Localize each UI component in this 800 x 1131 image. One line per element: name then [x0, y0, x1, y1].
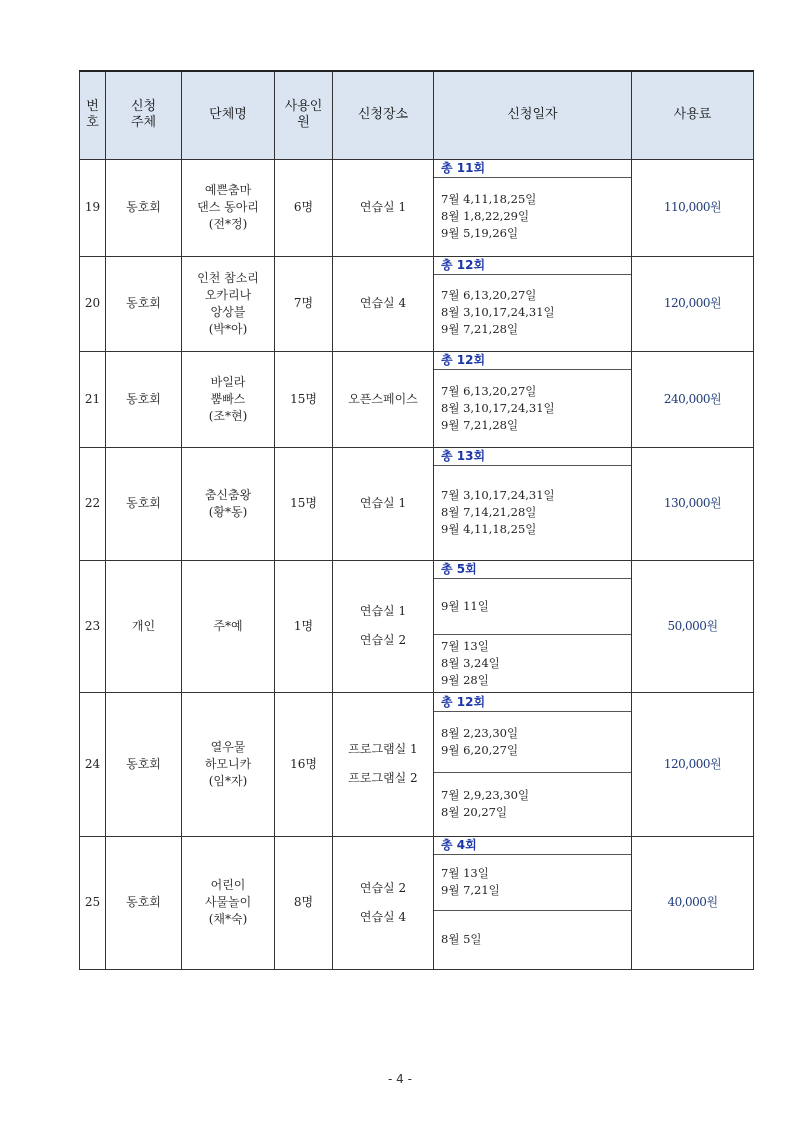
table-row — [80, 447, 754, 560]
cell-line: 7월 13일 — [441, 866, 489, 880]
cell-line: (채*숙) — [208, 912, 248, 926]
cell-line: 8월 3,24일 — [441, 655, 500, 670]
applicant-type: 동호회 — [106, 447, 182, 560]
header-type: 신청주체 — [106, 71, 182, 159]
people-count: 7명 — [275, 256, 333, 351]
application-dates — [434, 692, 632, 836]
rental-schedule-table — [79, 70, 754, 970]
dates-subtable — [434, 160, 631, 256]
cell-line: 8월 20,27일 — [441, 804, 508, 819]
application-dates — [434, 351, 632, 447]
date-group — [434, 578, 631, 634]
group-name — [182, 692, 275, 836]
people-count: 8명 — [275, 836, 333, 969]
cell-line: 9월 5,19,26일 — [441, 226, 519, 240]
venue — [333, 159, 434, 256]
row-number: 23 — [80, 560, 106, 692]
cell-line: 열우물 — [210, 739, 246, 754]
usage-fee: 240,000원 — [632, 351, 754, 447]
dates-subtable — [434, 561, 631, 692]
people-count: 6명 — [275, 159, 333, 256]
table-row — [80, 159, 754, 256]
date-group — [434, 772, 631, 835]
session-total: 총 13회 — [434, 448, 631, 466]
venue — [333, 351, 434, 447]
cell-line: (조*현) — [208, 408, 248, 423]
venue — [333, 836, 434, 969]
table-row — [80, 836, 754, 969]
group-name — [182, 560, 275, 692]
applicant-type: 동호회 — [106, 256, 182, 351]
cell-line: 7월 6,13,20,27일 — [441, 383, 537, 398]
applicant-type: 동호회 — [106, 159, 182, 256]
cell-line: 뿜빠스 — [210, 391, 246, 406]
date-group — [434, 274, 631, 351]
header-dates: 신청일자 — [434, 71, 632, 159]
table-row — [80, 351, 754, 447]
venue — [333, 447, 434, 560]
row-number: 22 — [80, 447, 106, 560]
session-total: 총 5회 — [434, 561, 631, 579]
row-number: 24 — [80, 692, 106, 836]
row-number: 25 — [80, 836, 106, 969]
venue-line: 연습실 2 — [359, 880, 407, 895]
session-total: 총 12회 — [434, 694, 631, 712]
venue-line: 연습실 1 — [359, 200, 407, 214]
date-group — [434, 711, 631, 772]
venue-line: 프로그램실 2 — [348, 771, 418, 785]
applicant-type: 동호회 — [106, 351, 182, 447]
header-row — [80, 71, 754, 159]
header-fee: 사용료 — [632, 71, 754, 159]
application-dates — [434, 256, 632, 351]
venue-line: 연습실 4 — [359, 909, 407, 924]
row-number: 20 — [80, 256, 106, 351]
cell-line: (황*동) — [208, 504, 248, 519]
applicant-type: 동호회 — [106, 692, 182, 836]
cell-line: 댄스 동아리 — [197, 200, 259, 214]
venue-line: 연습실 1 — [359, 496, 407, 510]
cell-line: (전*정) — [208, 217, 248, 231]
usage-fee: 50,000원 — [632, 560, 754, 692]
table-row — [80, 256, 754, 351]
group-name — [182, 447, 275, 560]
application-dates — [434, 560, 632, 692]
venue — [333, 256, 434, 351]
cell-line: 7월 3,10,17,24,31일 — [441, 488, 555, 502]
dates-subtable — [434, 257, 631, 351]
cell-line: 7월 2,9,23,30일 — [441, 787, 530, 802]
cell-line: 앙상블 — [210, 304, 246, 319]
cell-line: 인천 참소리 — [197, 270, 259, 285]
dates-subtable — [434, 694, 631, 835]
session-total: 총 4회 — [434, 837, 631, 855]
people-count: 16명 — [275, 692, 333, 836]
cell-line: 7월 4,11,18,25일 — [441, 192, 537, 206]
row-number: 19 — [80, 159, 106, 256]
people-count: 15명 — [275, 447, 333, 560]
cell-line: 9월 7,21,28일 — [441, 322, 519, 336]
row-number: 21 — [80, 351, 106, 447]
cell-line: 9월 11일 — [441, 598, 489, 613]
people-count: 1명 — [275, 560, 333, 692]
header-name: 단체명 — [182, 71, 275, 159]
header-num: 번호 — [80, 71, 106, 159]
date-group — [434, 910, 631, 969]
people-count: 15명 — [275, 351, 333, 447]
venue-line: 연습실 4 — [359, 296, 407, 310]
usage-fee: 40,000원 — [632, 836, 754, 969]
cell-line: 주*예 — [213, 618, 243, 633]
venue-line: 연습실 1 — [359, 604, 407, 618]
applicant-type: 동호회 — [106, 836, 182, 969]
cell-line: 8월 2,23,30일 — [441, 725, 519, 740]
cell-line: 9월 28일 — [441, 672, 489, 687]
date-group — [434, 465, 631, 560]
cell-line: (임*자) — [208, 773, 248, 788]
cell-line: 바일라 — [210, 374, 246, 389]
dates-subtable — [434, 448, 631, 560]
group-name — [182, 351, 275, 447]
table-row — [80, 692, 754, 836]
cell-line: 8월 3,10,17,24,31일 — [441, 400, 555, 415]
usage-fee: 130,000원 — [632, 447, 754, 560]
cell-line: 8월 1,8,22,29일 — [441, 209, 530, 223]
application-dates — [434, 159, 632, 256]
cell-line: 9월 6,20,27일 — [441, 742, 519, 757]
header-people: 사용인원 — [275, 71, 333, 159]
group-name — [182, 836, 275, 969]
venue — [333, 560, 434, 692]
page-number: - 4 - — [388, 1072, 412, 1086]
date-group — [434, 177, 631, 256]
table-row — [80, 560, 754, 692]
date-group — [434, 854, 631, 910]
date-group — [434, 369, 631, 447]
cell-line: 7월 6,13,20,27일 — [441, 288, 537, 302]
cell-line: 9월 4,11,18,25일 — [441, 522, 537, 536]
application-dates — [434, 836, 632, 969]
cell-line: 9월 7,21일 — [441, 883, 500, 897]
cell-line: 오카리나 — [204, 287, 252, 302]
cell-line: 하모니카 — [204, 756, 252, 771]
cell-line: 8월 7,14,21,28일 — [441, 505, 537, 519]
cell-line: 예쁜춤마 — [204, 183, 252, 197]
header-place: 신청장소 — [333, 71, 434, 159]
cell-line: (박*아) — [208, 321, 248, 336]
cell-line: 8월 3,10,17,24,31일 — [441, 305, 555, 319]
session-total: 총 12회 — [434, 352, 631, 370]
session-total: 총 12회 — [434, 257, 631, 275]
venue-line: 오픈스페이스 — [348, 391, 418, 406]
venue-line: 프로그램실 1 — [348, 742, 418, 756]
dates-subtable — [434, 837, 631, 969]
cell-line: 춤신춤왕 — [204, 487, 252, 502]
cell-line: 8월 5일 — [441, 932, 482, 946]
group-name — [182, 256, 275, 351]
usage-fee: 120,000원 — [632, 256, 754, 351]
application-dates — [434, 447, 632, 560]
cell-line: 사물놀이 — [204, 895, 252, 909]
usage-fee: 110,000원 — [632, 159, 754, 256]
date-group — [434, 634, 631, 692]
venue-line: 연습실 2 — [359, 633, 407, 647]
group-name — [182, 159, 275, 256]
usage-fee: 120,000원 — [632, 692, 754, 836]
dates-subtable — [434, 352, 631, 447]
cell-line: 어린이 — [210, 878, 246, 892]
cell-line: 7월 13일 — [441, 638, 489, 653]
session-total: 총 11회 — [434, 160, 631, 178]
applicant-type: 개인 — [106, 560, 182, 692]
venue — [333, 692, 434, 836]
cell-line: 9월 7,21,28일 — [441, 417, 519, 432]
